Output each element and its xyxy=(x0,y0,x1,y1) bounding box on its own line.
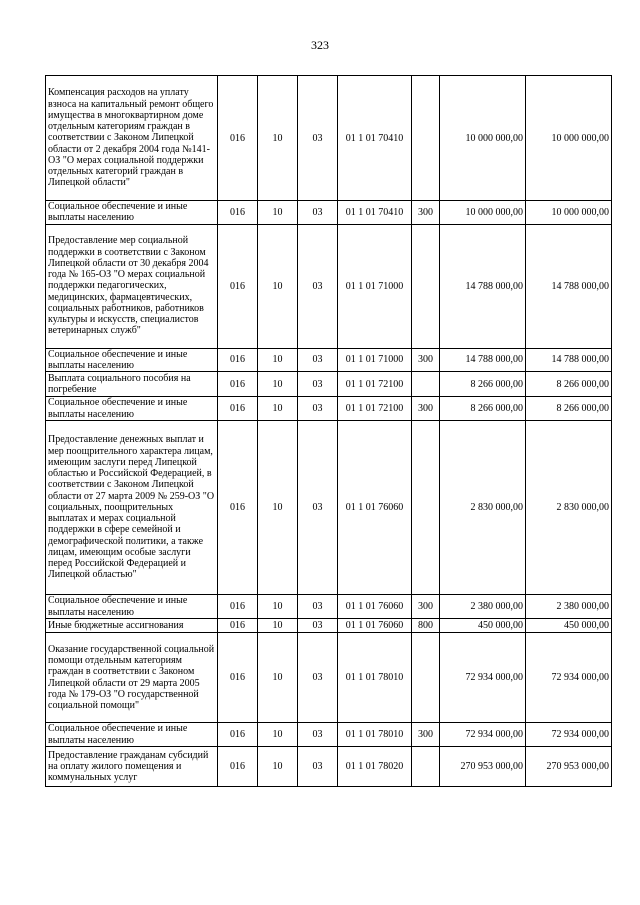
admin-code-cell: 016 xyxy=(218,224,258,348)
expense-type-cell xyxy=(412,747,440,787)
amount-year1-cell: 72 934 000,00 xyxy=(440,723,526,747)
admin-code-cell: 016 xyxy=(218,348,258,372)
expense-type-cell xyxy=(412,633,440,723)
section-cell: 10 xyxy=(258,747,298,787)
expense-type-cell: 300 xyxy=(412,348,440,372)
row-name-cell: Предоставление мер социальной поддержки в соответствии с Законом Липецкой области от 30 декабря 2004 года № 165-ОЗ "О мерах социальной поддержки педагогических, медицинских, фармацевтических, социальных работников, работников культуры и искусств, специалистов ветеринарных служб" xyxy=(46,224,218,348)
table-row xyxy=(46,397,612,421)
expense-type-cell xyxy=(412,76,440,201)
table-row xyxy=(46,747,612,787)
admin-code-cell: 016 xyxy=(218,76,258,201)
row-name-cell: Социальное обеспечение и иные выплаты населению xyxy=(46,397,218,421)
amount-year2-cell: 8 266 000,00 xyxy=(526,397,612,421)
expense-type-cell xyxy=(412,224,440,348)
section-cell: 10 xyxy=(258,595,298,619)
section-cell: 10 xyxy=(258,723,298,747)
target-article-cell: 01 1 01 78010 xyxy=(338,723,412,747)
target-article-cell: 01 1 01 71000 xyxy=(338,224,412,348)
subsection-cell: 03 xyxy=(298,201,338,225)
amount-year2-cell: 270 953 000,00 xyxy=(526,747,612,787)
row-name-cell: Выплата социального пособия на погребение xyxy=(46,372,218,397)
target-article-cell: 01 1 01 72100 xyxy=(338,397,412,421)
target-article-cell: 01 1 01 70410 xyxy=(338,201,412,225)
amount-year1-cell: 8 266 000,00 xyxy=(440,397,526,421)
section-cell: 10 xyxy=(258,633,298,723)
table-row xyxy=(46,633,612,723)
table-row xyxy=(46,619,612,633)
row-name-cell: Социальное обеспечение и иные выплаты населению xyxy=(46,201,218,225)
amount-year1-cell: 450 000,00 xyxy=(440,619,526,633)
amount-year2-cell: 450 000,00 xyxy=(526,619,612,633)
admin-code-cell: 016 xyxy=(218,747,258,787)
section-cell: 10 xyxy=(258,421,298,595)
admin-code-cell: 016 xyxy=(218,619,258,633)
subsection-cell: 03 xyxy=(298,619,338,633)
subsection-cell: 03 xyxy=(298,633,338,723)
expense-type-cell xyxy=(412,421,440,595)
table-row xyxy=(46,421,612,595)
table-row xyxy=(46,76,612,201)
admin-code-cell: 016 xyxy=(218,201,258,225)
subsection-cell: 03 xyxy=(298,224,338,348)
subsection-cell: 03 xyxy=(298,372,338,397)
table-row xyxy=(46,595,612,619)
section-cell: 10 xyxy=(258,372,298,397)
subsection-cell: 03 xyxy=(298,348,338,372)
amount-year1-cell: 10 000 000,00 xyxy=(440,76,526,201)
target-article-cell: 01 1 01 71000 xyxy=(338,348,412,372)
table-row xyxy=(46,372,612,397)
subsection-cell: 03 xyxy=(298,595,338,619)
admin-code-cell: 016 xyxy=(218,595,258,619)
admin-code-cell: 016 xyxy=(218,723,258,747)
amount-year2-cell: 10 000 000,00 xyxy=(526,201,612,225)
expense-type-cell: 300 xyxy=(412,723,440,747)
section-cell: 10 xyxy=(258,619,298,633)
subsection-cell: 03 xyxy=(298,723,338,747)
amount-year2-cell: 72 934 000,00 xyxy=(526,723,612,747)
amount-year1-cell: 2 380 000,00 xyxy=(440,595,526,619)
row-name-cell: Иные бюджетные ассигнования xyxy=(46,619,218,633)
section-cell: 10 xyxy=(258,201,298,225)
amount-year1-cell: 14 788 000,00 xyxy=(440,348,526,372)
amount-year2-cell: 10 000 000,00 xyxy=(526,76,612,201)
expense-type-cell xyxy=(412,372,440,397)
row-name-cell: Социальное обеспечение и иные выплаты населению xyxy=(46,348,218,372)
amount-year2-cell: 72 934 000,00 xyxy=(526,633,612,723)
target-article-cell: 01 1 01 76060 xyxy=(338,595,412,619)
section-cell: 10 xyxy=(258,76,298,201)
subsection-cell: 03 xyxy=(298,747,338,787)
budget-table xyxy=(45,75,612,787)
expense-type-cell: 300 xyxy=(412,201,440,225)
table-row xyxy=(46,224,612,348)
table-row xyxy=(46,348,612,372)
admin-code-cell: 016 xyxy=(218,397,258,421)
admin-code-cell: 016 xyxy=(218,421,258,595)
amount-year1-cell: 270 953 000,00 xyxy=(440,747,526,787)
table-row xyxy=(46,201,612,225)
row-name-cell: Предоставление денежных выплат и мер поощрительного характера лицам, имеющим заслуги перед Липецкой областью и Российской Федерацией, в соответствии с Законом Липецкой области от 27 марта 2009 № 259-ОЗ "О социальных, поощрительных выплатах и мерах социальной поддержки в сфере семейной и демографической политики, а также лицам, имеющим особые заслуги перед Российской Федерацией и Липецкой областью" xyxy=(46,421,218,595)
row-name-cell: Оказание государственной социальной помощи отдельным категориям граждан в соответствии с Законом Липецкой области от 29 марта 2005 года № 179-ОЗ "О государственной социальной помощи" xyxy=(46,633,218,723)
row-name-cell: Социальное обеспечение и иные выплаты населению xyxy=(46,595,218,619)
amount-year1-cell: 14 788 000,00 xyxy=(440,224,526,348)
target-article-cell: 01 1 01 72100 xyxy=(338,372,412,397)
amount-year1-cell: 8 266 000,00 xyxy=(440,372,526,397)
row-name-cell: Компенсация расходов на уплату взноса на капитальный ремонт общего имущества в многоквартирном доме отдельным категориям граждан в соответствии с Законом Липецкой области от 2 декабря 2004 года №141-ОЗ "О мерах социальной поддержки отдельных категорий граждан в Липецкой области" xyxy=(46,76,218,201)
page-number: 323 xyxy=(311,38,329,52)
amount-year2-cell: 14 788 000,00 xyxy=(526,224,612,348)
target-article-cell: 01 1 01 76060 xyxy=(338,421,412,595)
amount-year2-cell: 2 380 000,00 xyxy=(526,595,612,619)
amount-year2-cell: 14 788 000,00 xyxy=(526,348,612,372)
subsection-cell: 03 xyxy=(298,397,338,421)
amount-year2-cell: 2 830 000,00 xyxy=(526,421,612,595)
section-cell: 10 xyxy=(258,397,298,421)
subsection-cell: 03 xyxy=(298,76,338,201)
table-row xyxy=(46,723,612,747)
target-article-cell: 01 1 01 70410 xyxy=(338,76,412,201)
admin-code-cell: 016 xyxy=(218,633,258,723)
subsection-cell: 03 xyxy=(298,421,338,595)
target-article-cell: 01 1 01 76060 xyxy=(338,619,412,633)
amount-year1-cell: 2 830 000,00 xyxy=(440,421,526,595)
admin-code-cell: 016 xyxy=(218,372,258,397)
target-article-cell: 01 1 01 78020 xyxy=(338,747,412,787)
expense-type-cell: 300 xyxy=(412,595,440,619)
target-article-cell: 01 1 01 78010 xyxy=(338,633,412,723)
expense-type-cell: 300 xyxy=(412,397,440,421)
amount-year1-cell: 10 000 000,00 xyxy=(440,201,526,225)
amount-year1-cell: 72 934 000,00 xyxy=(440,633,526,723)
section-cell: 10 xyxy=(258,348,298,372)
row-name-cell: Предоставление гражданам субсидий на оплату жилого помещения и коммунальных услуг xyxy=(46,747,218,787)
section-cell: 10 xyxy=(258,224,298,348)
expense-type-cell: 800 xyxy=(412,619,440,633)
row-name-cell: Социальное обеспечение и иные выплаты населению xyxy=(46,723,218,747)
amount-year2-cell: 8 266 000,00 xyxy=(526,372,612,397)
